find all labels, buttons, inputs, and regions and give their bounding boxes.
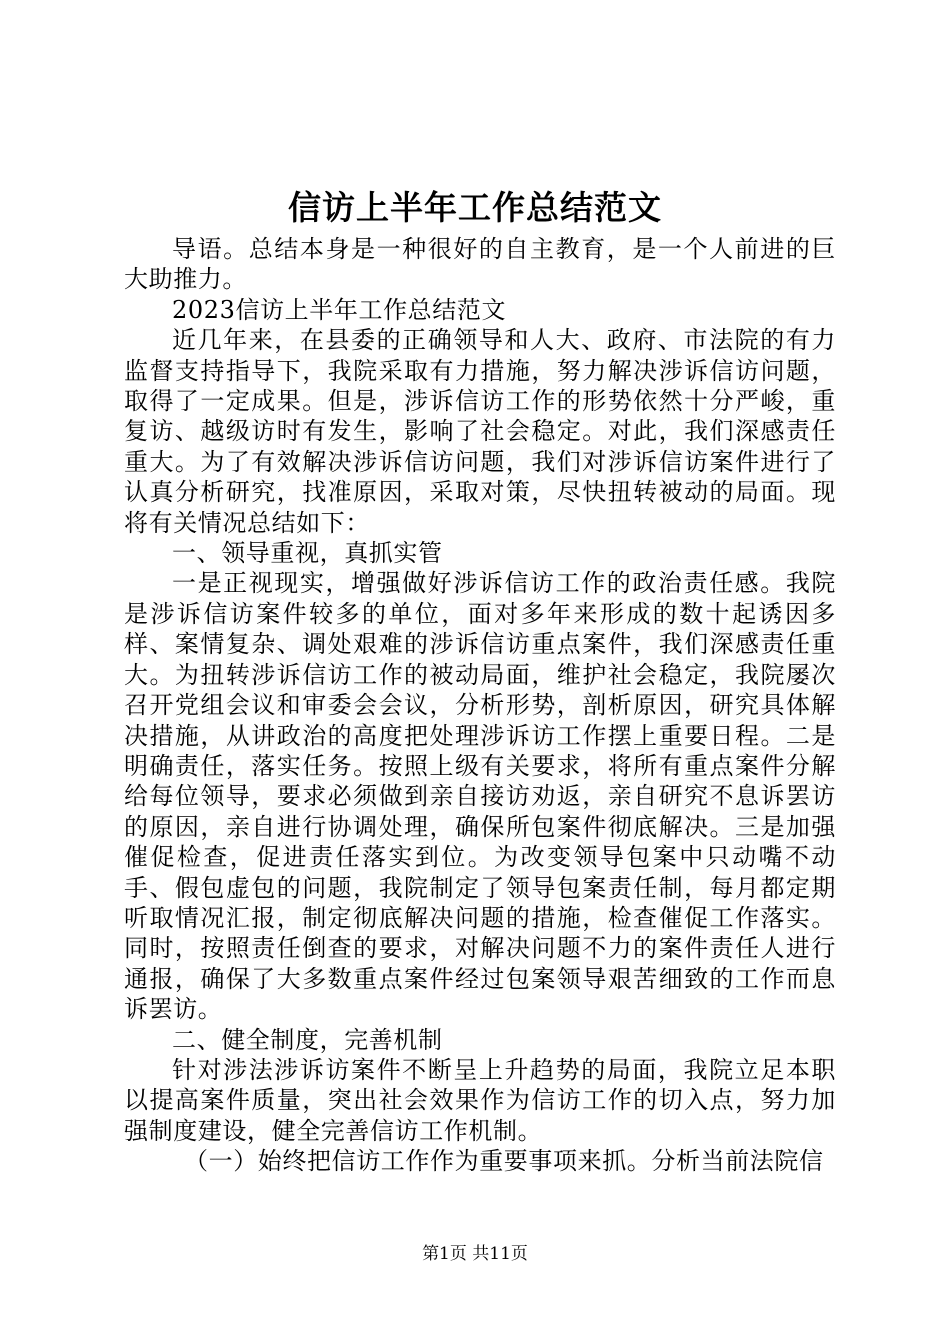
subsection-paragraph: （一）始终把信访工作作为重要事项来抓。分析当前法院信 [184, 1147, 824, 1176]
document-body [124, 234, 836, 1177]
body-paragraph: 针对涉法涉诉访案件不断呈上升趋势的局面，我院立足本职以提高案件质量，突出社会效果作为信访工作的切入点，努力加强制度建设，健全完善信访工作机制。 [124, 1055, 836, 1145]
document-title: 信访上半年工作总结范文 [288, 188, 662, 227]
subtitle-paragraph: 2023信访上半年工作总结范文 [172, 295, 507, 324]
body-paragraph: 近几年来，在县委的正确领导和人大、政府、市法院的有力监督支持指导下，我院采取有力措施，努力解决涉诉信访问题，取得了一定成果。但是，涉诉信访工作的形势依然十分严峻，重复访、越级访时有发生，影响了社会稳定。对此，我们深感责任重大。为了有效解决涉诉信访问题，我们对涉诉信访案件进行了认真分析研究，找准原因，采取对策，尽快扭转被动的局面。现将有关情况总结如下： [124, 326, 836, 537]
body-paragraph: 一是正视现实，增强做好涉诉信访工作的政治责任感。我院是涉诉信访案件较多的单位，面对多年来形成的数十起诱因多样、案情复杂、调处艰难的涉诉信访重点案件，我们深感责任重大。为扭转涉诉信访工作的被动局面，维护社会稳定，我院屡次召开党组会议和审委会会议，分析形势，剖析原因，研究具体解决措施，从讲政治的高度把处理涉诉访工作摆上重要日程。二是明确责任，落实任务。按照上级有关要求，将所有重点案件分解给每位领导，要求必须做到亲自接访劝返，亲自研究不息诉罢访的原因，亲自进行协调处理，确保所包案件彻底解决。三是加强催促检查，促进责任落实到位。为改变领导包案中只动嘴不动手、假包虚包的问题，我院制定了领导包案责任制，每月都定期听取情况汇报，制定彻底解决问题的措施，检查催促工作落实。同时，按照责任倒查的要求，对解决问题不力的案件责任人进行通报，确保了大多数重点案件经过包案领导艰苦细致的工作而息诉罢访。 [124, 569, 836, 1024]
intro-paragraph: 导语。总结本身是一种很好的自主教育，是一个人前进的巨大助推力。 [124, 235, 836, 294]
section-heading: 二、健全制度，完善机制 [172, 1025, 443, 1054]
page-footer: 第1页 共11页 [422, 1244, 528, 1264]
section-heading: 一、领导重视，真抓实管 [172, 539, 443, 568]
